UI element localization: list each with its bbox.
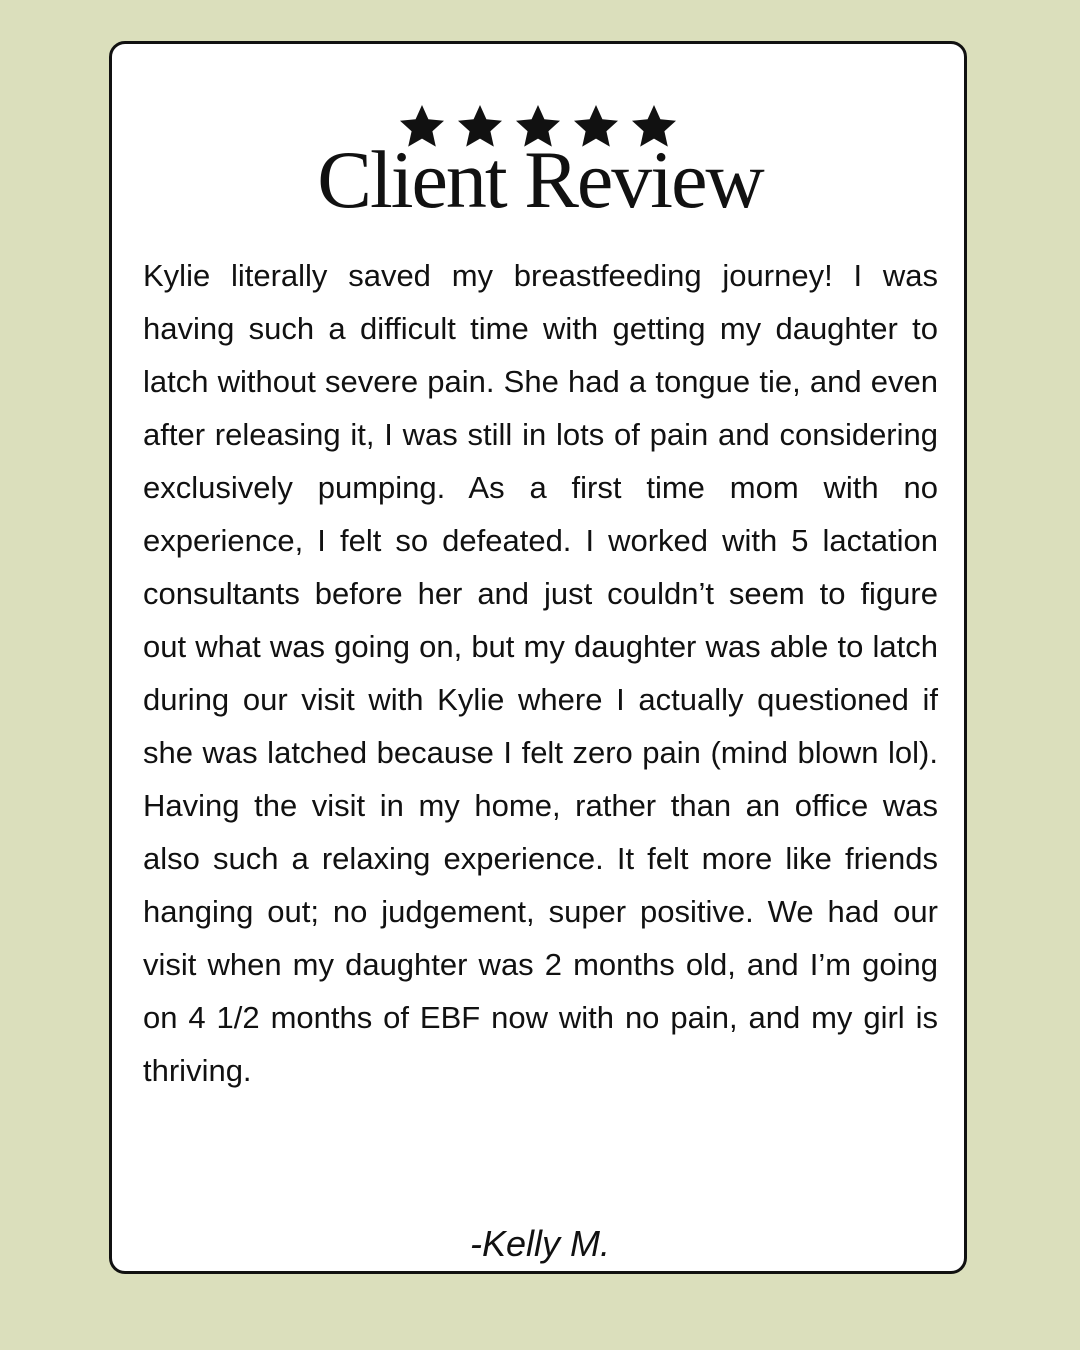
review-title: Client Review [317,134,763,225]
review-text: Kylie literally saved my breastfeeding journey! I was having such a difficult time with getting my daughter to latch without severe pain. She had a tongue tie, and even after releasing it, I was still in lots of pain and considering exclusively pumping. As a first time mom with no experience, I felt so defeated. I worked with 5 lactation consultants before her and just couldn’t seem to figure out what was going on, but my daughter was able to latch during our visit with Kylie where I actually questioned if she was latched because I felt zero pain (mind blown lol). Having the visit in my home, rather than an office was also such a relaxing experience. It felt more like friends hanging out; no judgement, super positive. We had our visit when my daughter was 2 months old, and I’m going on 4 1/2 months of EBF now with no pain, and my girl is thriving. [143,258,938,1088]
reviewer-signature: -Kelly M. [469,1223,610,1264]
